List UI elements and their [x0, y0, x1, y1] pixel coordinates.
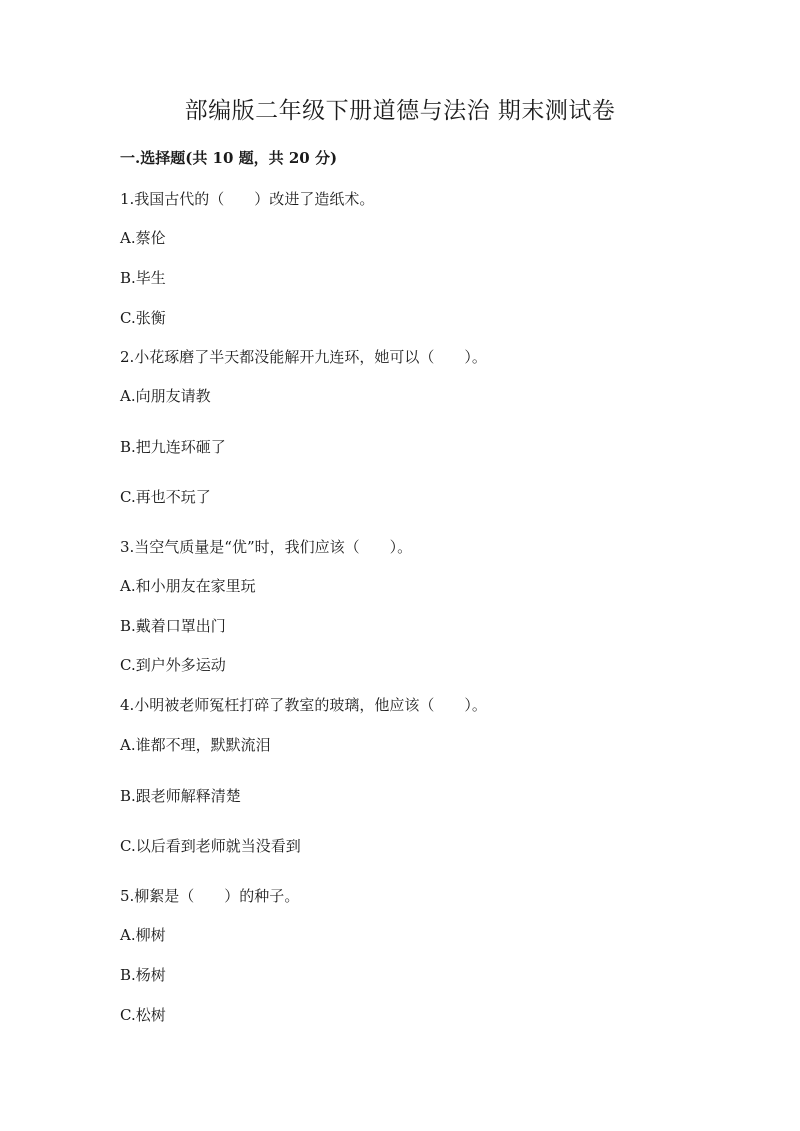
question-5-option-b: B.杨树 — [120, 966, 166, 984]
question-4-option-b: B.跟老师解释清楚 — [120, 787, 241, 805]
question-stem-1: 1.我国古代的（ ）改进了造纸术。 — [120, 190, 375, 208]
question-4-option-c: C.以后看到老师就当没看到 — [120, 837, 301, 855]
page-title: 部编版二年级下册道德与法治 期末测试卷 — [184, 98, 616, 124]
question-2-option-a: A.向朋友请教 — [120, 387, 211, 405]
question-3-option-c: C.到户外多运动 — [120, 656, 226, 674]
question-1-option-a: A.蔡伦 — [120, 229, 166, 247]
section-heading: 一.选择题(共 10 题，共 20 分) — [120, 149, 338, 167]
question-3-option-b: B.戴着口罩出门 — [120, 617, 226, 635]
question-1-option-c: C.张衡 — [120, 309, 166, 327]
question-stem-3: 3.当空气质量是“优”时，我们应该（ ）。 — [120, 538, 413, 556]
question-4-option-a: A.谁都不理，默默流泪 — [120, 736, 271, 754]
question-stem-4: 4.小明被老师冤枉打碎了教室的玻璃，他应该（ ）。 — [120, 696, 487, 714]
question-2-option-c: C.再也不玩了 — [120, 488, 211, 506]
question-5-option-c: C.松树 — [120, 1006, 166, 1024]
question-2-option-b: B.把九连环砸了 — [120, 438, 226, 456]
question-3-option-a: A.和小朋友在家里玩 — [120, 577, 256, 595]
question-stem-5: 5.柳絮是（ ）的种子。 — [120, 887, 300, 905]
question-5-option-a: A.柳树 — [120, 926, 166, 944]
question-1-option-b: B.毕生 — [120, 269, 166, 287]
question-stem-2: 2.小花琢磨了半天都没能解开九连环，她可以（ ）。 — [120, 348, 487, 366]
